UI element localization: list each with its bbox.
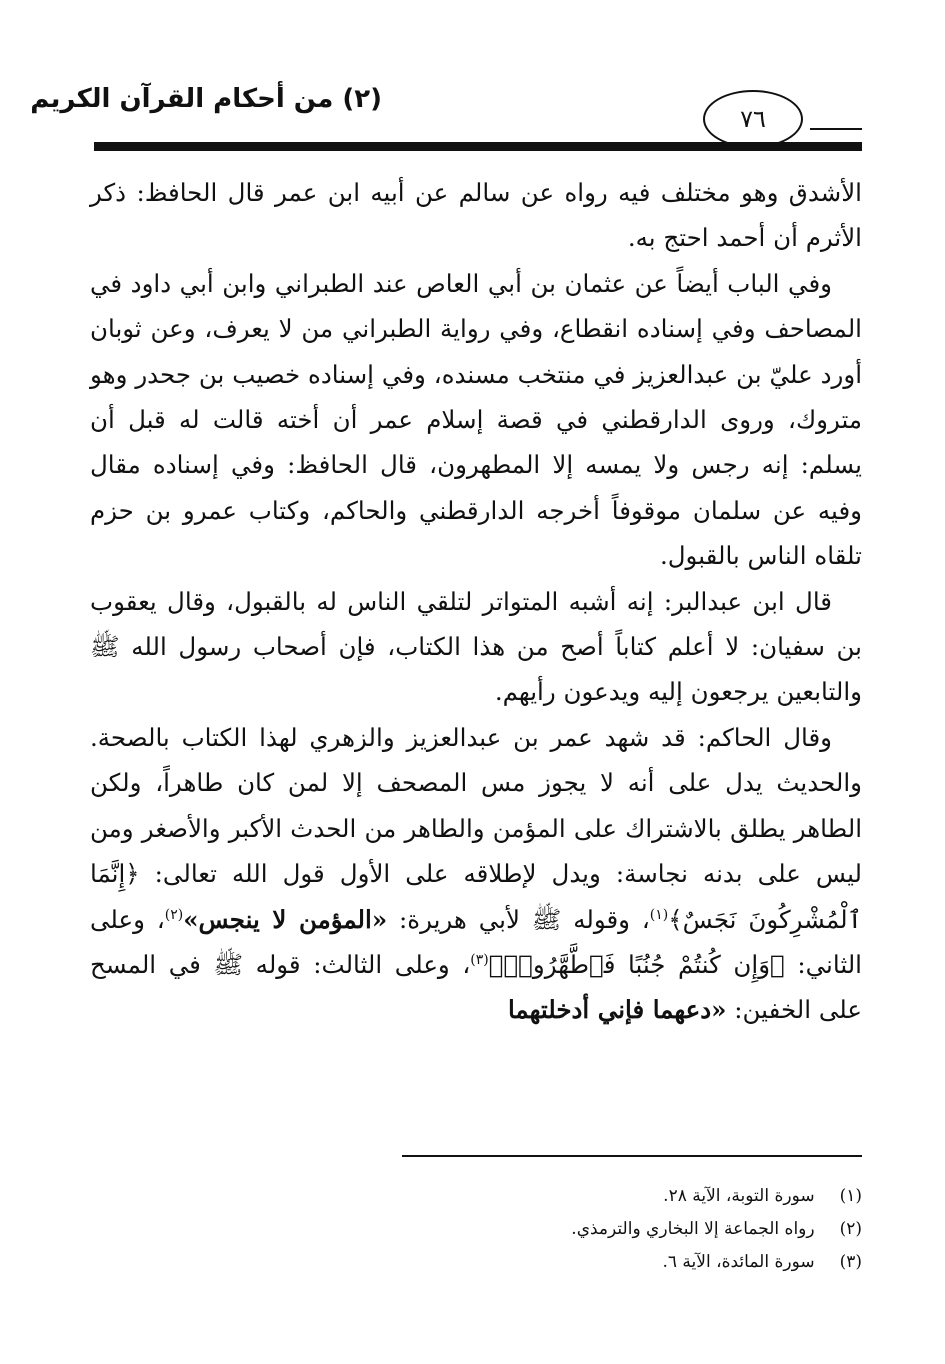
text-run: ، وعلى الثالث: قوله ﷺ في المسح على الخفين:: [90, 949, 862, 1025]
footnotes: [300, 1180, 862, 1279]
footnote-number: (٢): [839, 1219, 862, 1239]
page-number: ٧٦: [740, 105, 766, 133]
hadith-quote: «دعهما فإني أدخلتهما: [507, 995, 727, 1025]
text-run: وفي الباب أيضاً عن عثمان بن أبي العاص عند الطبراني وابن أبي داود في المصاحف وفي إسناده انقطاع، وفي رواية الطبراني من لا يعرف، وعن ثوبان أورد عليّ بن عبدالعزيز في منتخب مسنده، وفي إسناده خصيب بن جحدر وهو متروك، وروى الدارقطني في قصة إسلام عمر أن أخته قالت له قبل أن يسلم: إنه رجس ولا يمسه إلا المطهرون، قال الحافظ: وفي إسناده مقال وفيه عن سلمان موقوفاً أخرجه الدارقطني والحاكم، وكتاب عمرو بن حزم تلقاه الناس بالقبول.: [90, 268, 862, 571]
hadith-quote: «المؤمن لا ينجس»: [183, 904, 388, 934]
page-number-oval: [703, 90, 803, 148]
footnote-2: [300, 1213, 862, 1246]
header-thin-line: [810, 128, 862, 130]
footnote-1: [300, 1180, 862, 1213]
footnote-number: (٣): [839, 1252, 862, 1272]
body-paragraph: [90, 715, 862, 1033]
footnote-3: [300, 1246, 862, 1279]
body-text: [90, 170, 862, 1033]
text-run: ، وقوله ﷺ لأبي هريرة:: [387, 904, 650, 934]
header-thick-rule: [94, 142, 862, 151]
footnote-ref: (٣): [470, 951, 489, 968]
body-paragraph: [90, 170, 862, 261]
footnote-separator: [402, 1155, 862, 1157]
text-run: قال ابن عبدالبر: إنه أشبه المتواتر لتلقي الناس له بالقبول، وقال يعقوب بن سفيان: لا أعلم كتاباً أصح من هذا الكتاب، فإن أصحاب رسول الله ﷺ والتابعين يرجعون إليه ويدعون رأيهم.: [90, 586, 862, 707]
footnote-ref: (٢): [164, 906, 184, 923]
text-run: ، وعلى الثاني: ﴿وَإِن كُنتُمْ جُنُبًا فَٱطَّهَّرُوا۟﴾: [90, 904, 862, 979]
body-paragraph: [90, 261, 862, 579]
text-run: الأشدق وهو مختلف فيه رواه عن سالم عن أبيه ابن عمر قال الحافظ: ذكر الأثرم أن أحمد احتج به.: [90, 178, 862, 253]
text-run: وقال الحاكم: قد شهد عمر بن عبدالعزيز والزهري لهذا الكتاب بالصحة. والحديث يدل على أنه لا يجوز مس المصحف إلا لمن كان طاهراً، ولكن الطاهر يطلق بالاشتراك على المؤمن والطاهر من الحدث الأكبر والأصغر ومن ليس على بدنه نجاسة: ويدل لإطلاقه على الأول قول الله تعالى: ﴿إِنَّمَا ٱلْمُشْرِكُونَ نَجَسٌ﴾: [90, 722, 862, 934]
footnote-number: (١): [839, 1186, 862, 1206]
footnote-text: رواه الجماعة إلا البخاري والترمذي.: [571, 1219, 815, 1239]
footnote-ref: (١): [649, 906, 669, 923]
footnote-text: سورة التوبة، الآية ٢٨.: [663, 1186, 815, 1206]
footnote-text: سورة المائدة، الآية ٦.: [662, 1252, 815, 1272]
page-header: [0, 0, 945, 170]
body-paragraph: [90, 579, 862, 715]
running-head-title: (٢) من أحكام القرآن الكريم: [30, 84, 382, 114]
